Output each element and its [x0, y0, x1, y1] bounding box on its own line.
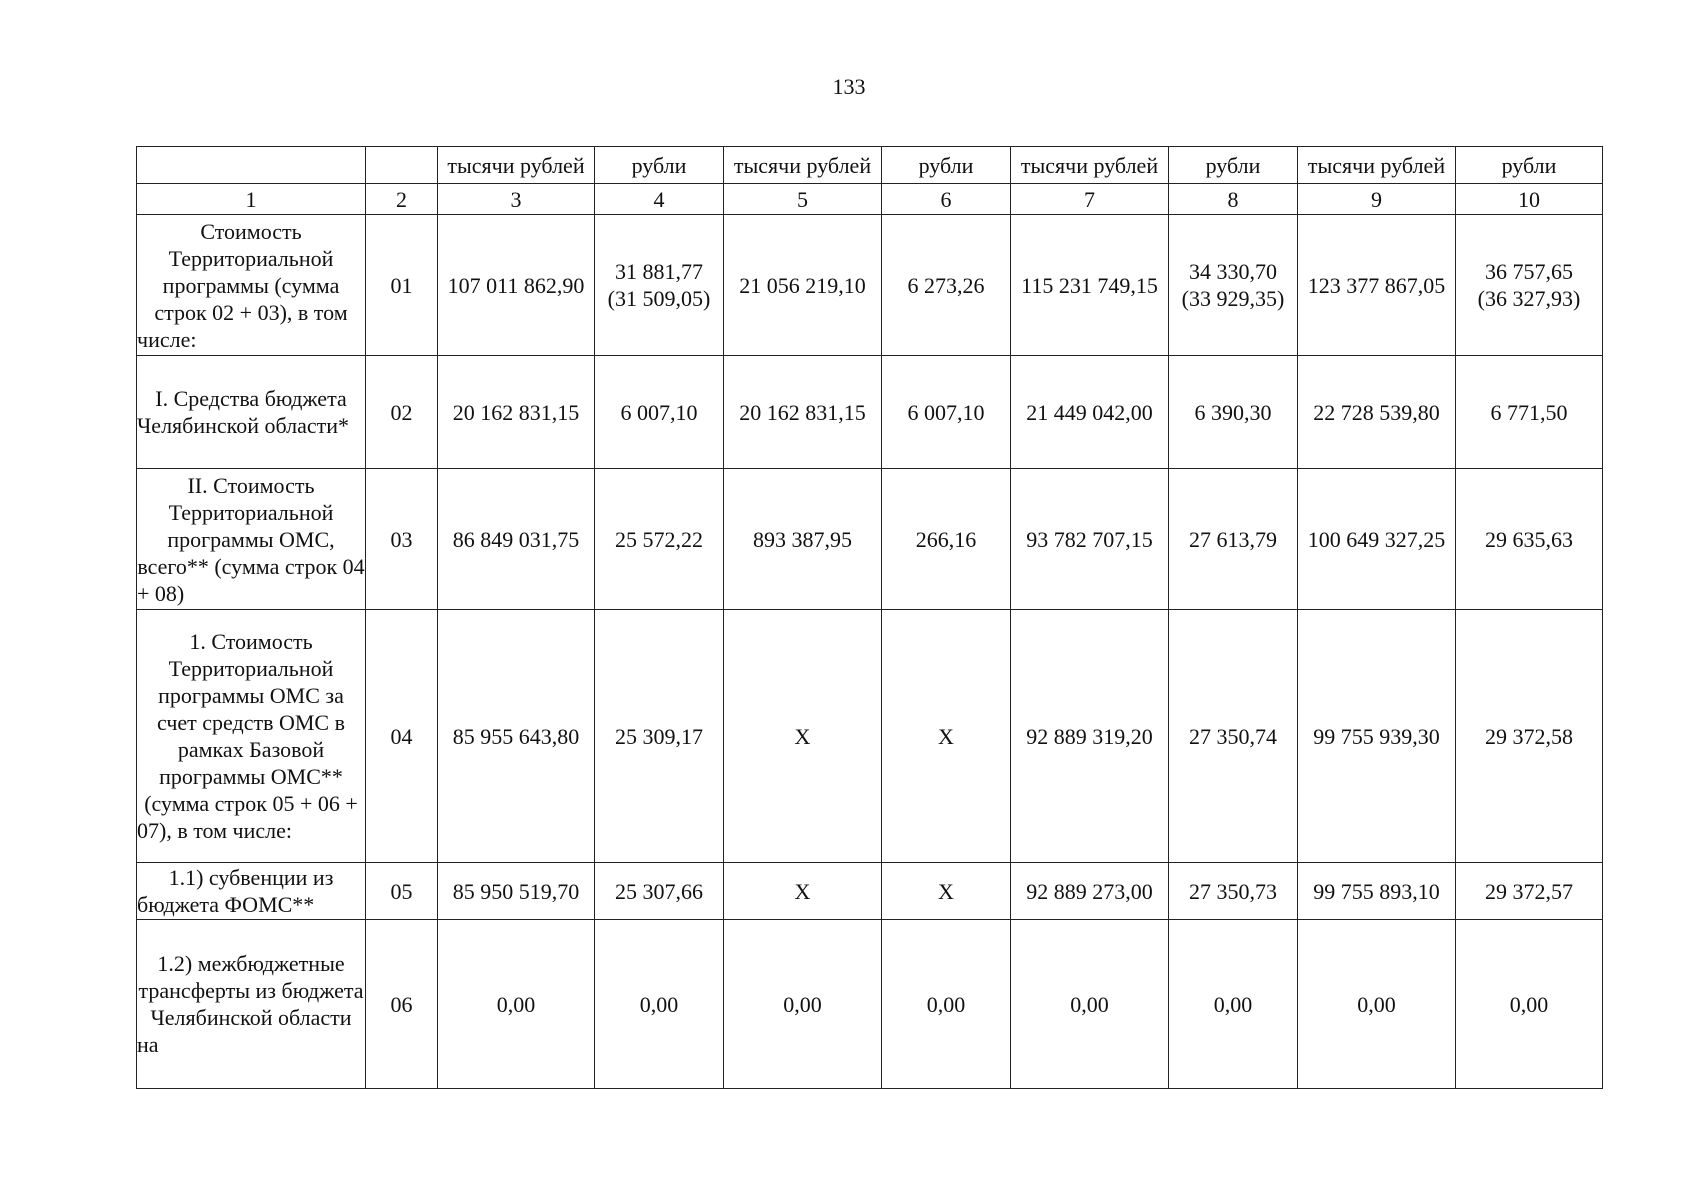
column-index-cell: 3	[438, 184, 595, 215]
value-cell	[1456, 863, 1603, 920]
value-cell	[724, 356, 882, 469]
value-cell	[724, 215, 882, 356]
row-code: 05	[366, 863, 438, 920]
value-text: 0,00	[639, 991, 679, 1017]
value-cell	[438, 356, 595, 469]
value-cell	[1456, 920, 1603, 1089]
budget-table	[136, 146, 1603, 1089]
row-code: 03	[366, 469, 438, 610]
value-text: 6 771,50	[1490, 399, 1568, 425]
value-text: Х	[794, 878, 811, 904]
value-text: 893 387,95	[753, 526, 852, 552]
value-text: 21 449 042,00	[1026, 399, 1153, 425]
value-text: 31 881,77	[615, 259, 703, 284]
value-text: 25 307,66	[615, 878, 703, 904]
value-text: 6 007,10	[907, 399, 985, 425]
value-cell	[1169, 863, 1298, 920]
value-text: 6 273,26	[907, 272, 985, 298]
value-alt-text: (31 509,05)	[607, 286, 711, 311]
table-row	[137, 610, 1603, 863]
value-text: Х	[938, 878, 954, 904]
column-index-cell: 9	[1298, 184, 1456, 215]
value-cell	[1456, 356, 1603, 469]
value-cell	[595, 920, 724, 1089]
value-text: 115 231 749,15	[1021, 272, 1158, 298]
value-cell	[724, 610, 882, 863]
value-cell	[1011, 215, 1169, 356]
value-text: 27 613,79	[1189, 526, 1277, 552]
column-index-cell: 6	[882, 184, 1011, 215]
value-text: 29 372,58	[1485, 723, 1573, 749]
value-text: 107 011 862,90	[447, 272, 585, 298]
value-cell	[724, 863, 882, 920]
value-cell	[1169, 356, 1298, 469]
value-cell	[438, 610, 595, 863]
value-cell	[1011, 469, 1169, 610]
value-cell	[882, 215, 1011, 356]
value-cell	[1169, 469, 1298, 610]
value-text: 6 007,10	[620, 399, 698, 425]
row-label: I. Средства бюджета Челябинской области*	[137, 356, 366, 469]
value-cell	[438, 469, 595, 610]
value-text: 0,00	[1213, 991, 1253, 1017]
value-cell	[1298, 863, 1456, 920]
value-cell	[595, 215, 724, 356]
value-text: 100 649 327,25	[1307, 526, 1446, 552]
unit-header-cell	[137, 147, 366, 184]
value-text: 93 782 707,15	[1026, 526, 1153, 552]
value-cell	[1011, 920, 1169, 1089]
column-index-cell: 4	[595, 184, 724, 215]
value-text: 85 950 519,70	[452, 878, 580, 904]
value-cell	[724, 469, 882, 610]
value-text: 20 162 831,15	[452, 399, 580, 425]
value-alt-text: (36 327,93)	[1477, 286, 1581, 311]
value-alt-text: (33 929,35)	[1181, 286, 1285, 311]
value-text: 29 635,63	[1485, 526, 1573, 552]
unit-header-cell: рубли	[595, 147, 724, 184]
value-cell	[595, 610, 724, 863]
value-text: 92 889 273,00	[1026, 878, 1153, 904]
value-cell	[1169, 610, 1298, 863]
value-text: Х	[794, 723, 811, 749]
value-text: 36 757,65	[1485, 259, 1573, 284]
unit-header-cell	[366, 147, 438, 184]
row-label: Стоимость Территориальной программы (сумма строк 02 + 03), в том числе:	[137, 215, 366, 356]
row-label: II. Стоимость Территориальной программы ОМС, всего** (сумма строк 04 + 08)	[137, 469, 366, 610]
value-cell	[1298, 610, 1456, 863]
row-code: 06	[366, 920, 438, 1089]
row-code: 04	[366, 610, 438, 863]
unit-header-cell: рубли	[882, 147, 1011, 184]
table-row	[137, 920, 1603, 1089]
value-text: 99 755 893,10	[1313, 878, 1440, 904]
column-index-row	[137, 184, 1603, 215]
value-cell	[438, 863, 595, 920]
column-index-cell: 10	[1456, 184, 1603, 215]
value-cell	[882, 469, 1011, 610]
value-cell	[1298, 469, 1456, 610]
value-text: 86 849 031,75	[452, 526, 580, 552]
value-text: 29 372,57	[1485, 878, 1573, 904]
value-text: 27 350,73	[1189, 878, 1277, 904]
row-label: 1. Стоимость Территориальной программы ОМС за счет средств ОМС в рамках Базовой программы ОМС** (сумма строк 05 + 06 + 07), в том числе:	[137, 610, 366, 863]
value-cell	[1456, 469, 1603, 610]
value-cell	[595, 356, 724, 469]
value-cell	[438, 215, 595, 356]
value-cell	[1298, 920, 1456, 1089]
value-cell	[438, 920, 595, 1089]
value-text: 27 350,74	[1189, 723, 1277, 749]
value-cell	[1456, 610, 1603, 863]
value-cell	[882, 356, 1011, 469]
value-text: 25 572,22	[615, 526, 703, 552]
value-text: 34 330,70	[1189, 259, 1277, 284]
unit-header-row	[137, 147, 1603, 184]
value-text: 92 889 319,20	[1026, 723, 1153, 749]
row-label: 1.2) межбюджетные трансферты из бюджета Челябинской области на	[137, 920, 366, 1089]
value-cell	[1011, 863, 1169, 920]
value-text: 20 162 831,15	[739, 399, 866, 425]
value-text: 266,16	[915, 526, 977, 552]
value-cell	[1011, 356, 1169, 469]
column-index-cell: 2	[366, 184, 438, 215]
value-text: 0,00	[1509, 991, 1549, 1017]
page-number: 133	[832, 74, 866, 99]
value-text: 123 377 867,05	[1307, 272, 1446, 298]
value-text: 0,00	[1357, 991, 1396, 1017]
column-index-cell: 7	[1011, 184, 1169, 215]
row-code: 02	[366, 356, 438, 469]
value-text: 0,00	[1070, 991, 1109, 1017]
unit-header-cell: тысячи рублей	[1011, 147, 1169, 184]
value-cell	[882, 920, 1011, 1089]
value-text: 25 309,17	[615, 723, 703, 749]
value-text: 21 056 219,10	[739, 272, 866, 298]
value-cell	[1169, 920, 1298, 1089]
column-index-cell: 8	[1169, 184, 1298, 215]
value-cell	[1298, 356, 1456, 469]
unit-header-cell: рубли	[1169, 147, 1298, 184]
unit-header-cell: рубли	[1456, 147, 1603, 184]
value-cell	[724, 920, 882, 1089]
value-cell	[595, 469, 724, 610]
value-text: 0,00	[926, 991, 966, 1017]
value-cell	[1456, 215, 1603, 356]
value-text: 6 390,30	[1194, 399, 1272, 425]
table-row	[137, 356, 1603, 469]
row-label: 1.1) субвенции из бюджета ФОМС**	[137, 863, 366, 920]
value-cell	[1011, 610, 1169, 863]
value-cell	[882, 863, 1011, 920]
table-row	[137, 215, 1603, 356]
value-text: 0,00	[783, 991, 822, 1017]
unit-header-cell: тысячи рублей	[438, 147, 595, 184]
value-cell	[1298, 215, 1456, 356]
value-text: 85 955 643,80	[452, 723, 580, 749]
value-text: 99 755 939,30	[1313, 723, 1440, 749]
table-row	[137, 863, 1603, 920]
value-cell	[595, 863, 724, 920]
row-code: 01	[366, 215, 438, 356]
value-text: Х	[938, 723, 954, 749]
column-index-cell: 5	[724, 184, 882, 215]
unit-header-cell: тысячи рублей	[724, 147, 882, 184]
value-text: 22 728 539,80	[1313, 399, 1440, 425]
value-cell	[882, 610, 1011, 863]
table-row	[137, 469, 1603, 610]
value-text: 0,00	[496, 991, 536, 1017]
value-cell	[1169, 215, 1298, 356]
column-index-cell: 1	[137, 184, 366, 215]
unit-header-cell: тысячи рублей	[1298, 147, 1456, 184]
